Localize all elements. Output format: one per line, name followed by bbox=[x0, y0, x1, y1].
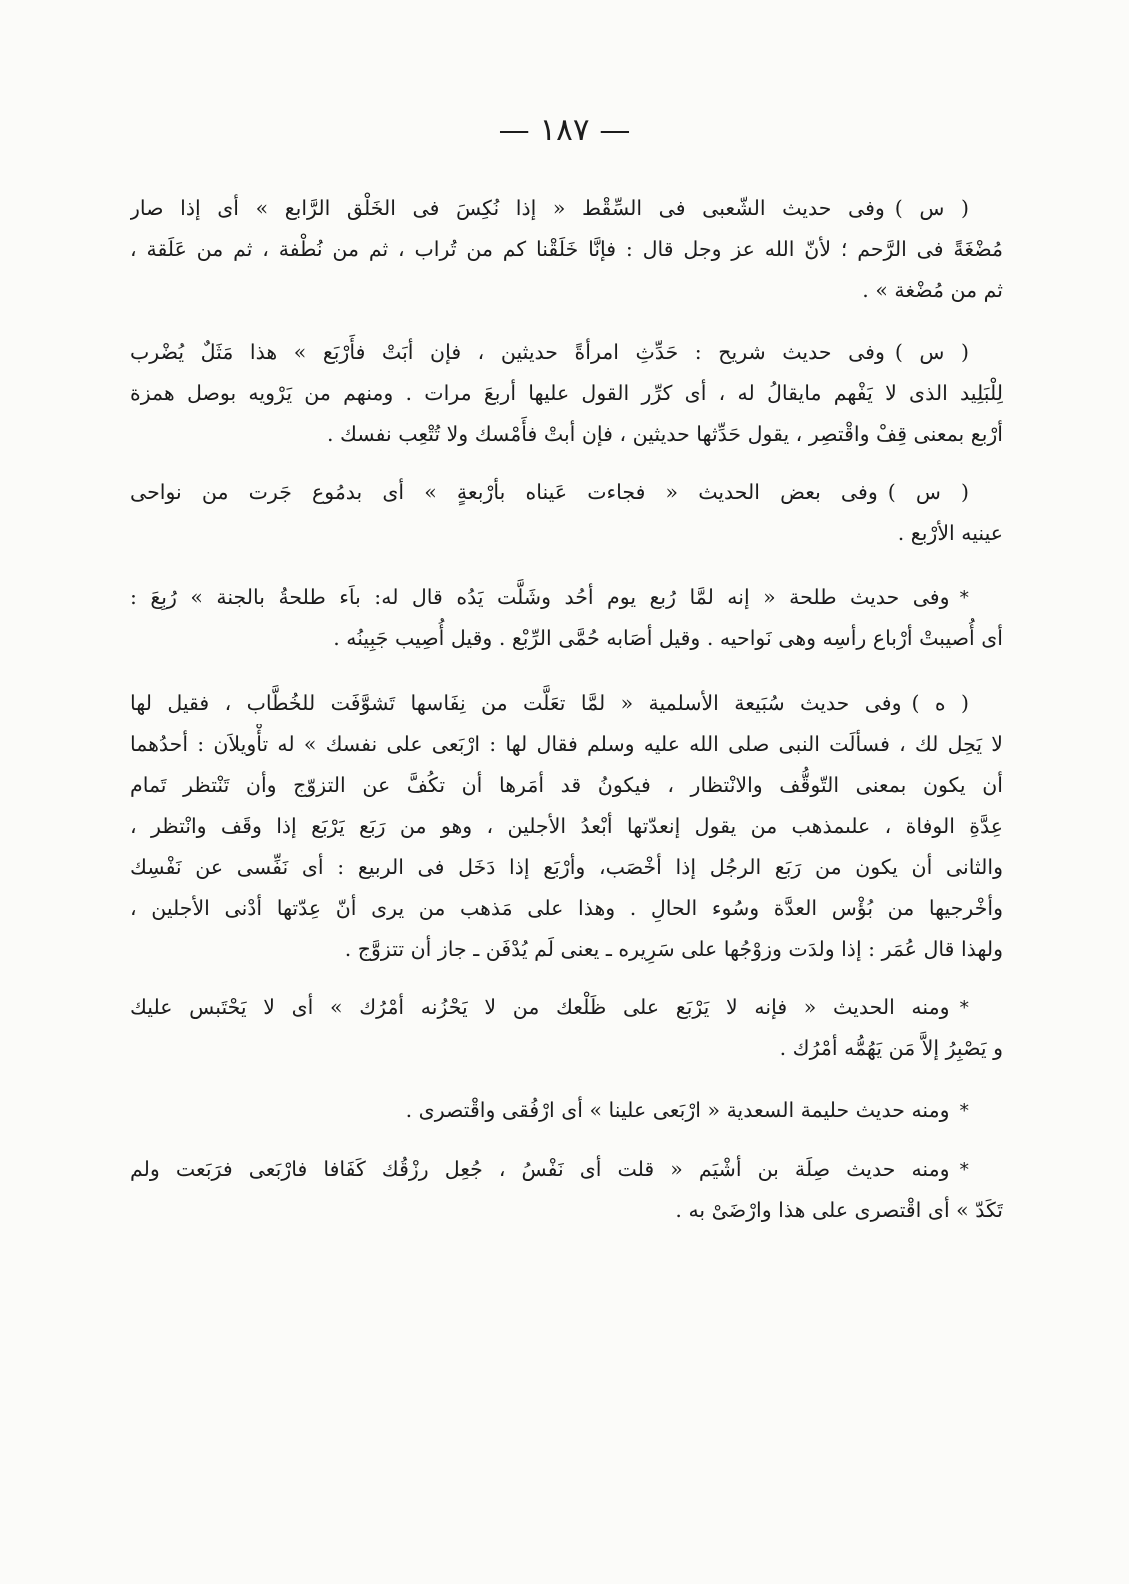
line-text: ومنه الحديث « فإنه لا يَرْبَع على ظَلْعك من لا يَحْزُنه أمْرُك » أى لا يَحْتَبس عليك bbox=[130, 995, 950, 1019]
line-text: ومنه حديث حليمة السعدية « ارْبَعى علينا » أى ارْفُقى واقْتصرى . bbox=[405, 1098, 950, 1122]
paragraph bbox=[130, 472, 1003, 554]
line-text: وفى بعض الحديث « فجاءت عَيناه بأرْبعةٍ » أى بدمُوع جَرت من نواحى bbox=[130, 480, 878, 504]
asterisk-marker: * bbox=[959, 1159, 969, 1181]
page-body bbox=[130, 188, 1003, 1231]
text-line bbox=[130, 1090, 1003, 1131]
text-line bbox=[130, 987, 1003, 1028]
text-line: و يَصْبِرُ إلاَّ مَن يَهُمُّه أمْرُك . bbox=[779, 1036, 1003, 1060]
paragraph bbox=[130, 577, 1003, 659]
text-line: ولهذا قال عُمَر : إذا ولدَت وزوْجُها على سَرِيره ـ يعنى لَم يُدْفَن ـ جاز أن تتزوَّج . bbox=[344, 937, 1003, 961]
text-line: لِلْبَلِيد الذى لا يَفْهم مايقالُ له ، أى كرِّر القول عليها أربعَ مرات . ومنهم من يَرْويه بوصل همزة bbox=[130, 381, 1003, 405]
text-line: عِدَّةِ الوفاة ، علىمذهب من يقول إنعدّتها أبْعدُ الأجلين ، وهو من رَبَع يَرْبَع إذا وقَف وانْتظر ، bbox=[130, 814, 1003, 838]
text-line: لا يَحِل لك ، فسألَت النبى صلى الله عليه وسلم فقال لها : ارْبَعى على نفسك » له تأْويلاَن : أحدُهما bbox=[130, 732, 1003, 756]
text-line: ثم من مُضْغة » . bbox=[862, 278, 1003, 302]
line-text: ومنه حديث صِلَة بن أشْيَم « قلت أى نَفْسُ ، جُعِل رزْقُك كَفَافا فارْبَعى فرَبَعت ولم bbox=[130, 1157, 950, 1181]
source-marker: ( س ) bbox=[894, 196, 969, 220]
paragraph bbox=[130, 987, 1003, 1069]
page-number: — ١٨٧ — bbox=[498, 112, 631, 148]
paragraph bbox=[130, 683, 1003, 970]
asterisk-marker: * bbox=[959, 587, 969, 609]
text-line bbox=[130, 188, 1003, 229]
line-text: وفى حديث شريح : حَدِّثِ امرأةً حديثين ، فإن أبَتْ فأَرْبَع » هذا مَثَلٌ يُضْرب bbox=[130, 340, 885, 364]
paragraph bbox=[130, 332, 1003, 455]
line-text: وفى حديث سُبَيعة الأسلمية « لمَّا تعَلَّت من نِفَاسها تَشوَّفَت للخُطَّاب ، فقيل لها bbox=[130, 691, 902, 715]
source-marker: ( س ) bbox=[887, 480, 970, 504]
text-line: أى أُصيبتْ أرْباع رأسِه وهى نَواحيه . وقيل أصَابه حُمَّى الرِّبْع . وقيل أُصِيب جَبِينُه . bbox=[333, 626, 1003, 650]
asterisk-marker: * bbox=[959, 997, 969, 1019]
text-line: والثانى أن يكون من رَبَع الرجُل إذا أخْصَب، وأرْبَع إذا دَخَل فى الربيع : أى نَفِّسى عن نَفْسِك bbox=[130, 855, 1003, 879]
text-line: أرْبع بمعنى قِفْ واقْتصِر ، يقول حَدِّثها حديثين ، فإن أبتْ فأَمْسك ولا تُتْعِب نفسك . bbox=[327, 422, 1003, 446]
paragraph bbox=[130, 1090, 1003, 1131]
text-line: وأخْرجيها من بُؤْس العدَّة وسُوء الحالِ . وهذا على مَذهب من يرى أنّ عِدّتها أدْنى الأجلين ، bbox=[130, 896, 1003, 920]
line-text: وفى حديث الشّعبى فى السِّقْط « إذا نُكِسَ فى الخَلْق الرَّابع » أى إذا صار bbox=[130, 196, 885, 220]
text-line: عينيه الأرْبع . bbox=[897, 521, 1003, 545]
paragraph bbox=[130, 1149, 1003, 1231]
text-line bbox=[130, 683, 1003, 724]
text-line bbox=[130, 577, 1003, 618]
text-line: مُضْغَةً فى الرَّحم ؛ لأنّ الله عز وجل قال : فإنَّا خَلَقْنا كم من تُراب ، ثم من نُطْفة ، ثم من عَلَقة ، bbox=[130, 237, 1003, 261]
asterisk-marker: * bbox=[959, 1100, 969, 1122]
source-marker: ( ه ) bbox=[911, 691, 969, 715]
source-marker: ( س ) bbox=[894, 340, 969, 364]
text-line bbox=[130, 332, 1003, 373]
text-line bbox=[130, 1149, 1003, 1190]
text-line: تَكَدّ » أى اقْتصرى على هذا وارْضَىْ به . bbox=[675, 1198, 1003, 1222]
text-line: أن يكون بمعنى التّوقُّف والانْتظار ، فيكونُ قد أمَرها أن تكُفَّ عن التزوّج وأن تَنْتظر تَمام bbox=[130, 773, 1003, 797]
text-line bbox=[130, 472, 1003, 513]
paragraph bbox=[130, 188, 1003, 311]
line-text: وفى حديث طلحة « إنه لمَّا رُبع يوم أحُد وشَلَّت يَدُه قال له: باَء طلحةُ بالجنة » رُبِعَ : bbox=[130, 585, 950, 609]
